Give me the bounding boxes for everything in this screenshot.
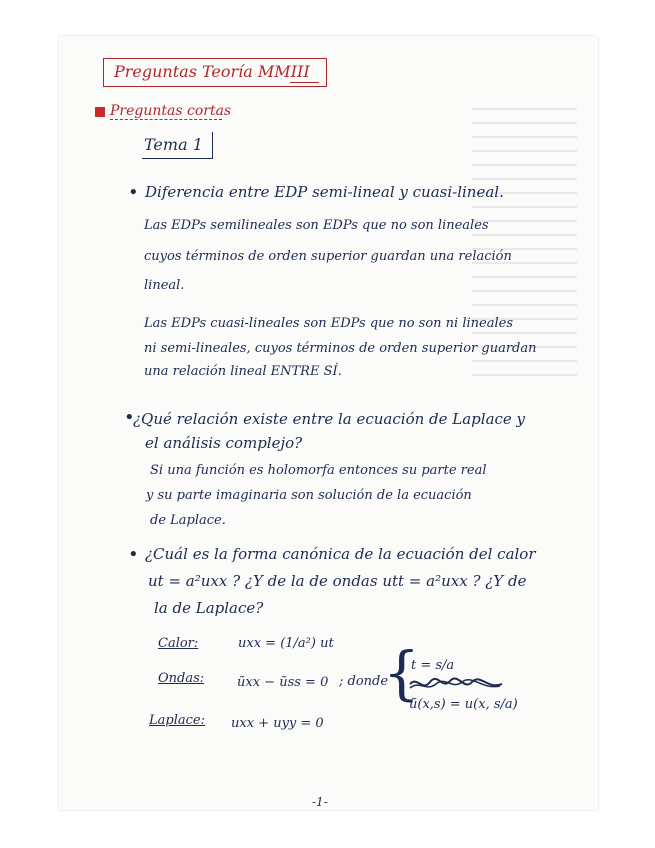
section-marker-icon	[95, 107, 105, 117]
laplace-equation: uxx + uyy = 0	[231, 716, 324, 731]
donde-line: ũ(x,s) = u(x, s/a)	[409, 697, 518, 712]
answer-1a-line: cuyos términos de orden superior guardan una relación	[144, 249, 512, 264]
calor-label: Calor:	[158, 636, 199, 651]
answer-2-line: de Laplace.	[150, 513, 226, 528]
bullet-icon: •	[128, 544, 139, 565]
section-underline	[110, 119, 222, 120]
answer-1b-line: Las EDPs cuasi-lineales son EDPs que no son ni lineales	[144, 316, 514, 331]
curly-brace: {	[383, 639, 420, 707]
donde-line: t = s/a	[411, 658, 455, 673]
answer-1b-line: ni semi-lineales, cuyos términos de orden superior guardan	[144, 341, 537, 356]
ondas-label: Ondas:	[158, 671, 205, 686]
question-3-line: la de Laplace?	[154, 599, 264, 617]
ondas-equation: ũxx − ũss = 0	[237, 675, 329, 690]
scribble-strike	[408, 676, 504, 692]
bullet-icon: •	[128, 182, 139, 203]
title-underline	[290, 82, 319, 83]
answer-1a-line: Las EDPs semilineales son EDPs que no son lineales	[144, 218, 489, 233]
question-3-line: ¿Cuál es la forma canónica de la ecuación del calor	[145, 545, 536, 563]
tema-heading: Tema 1	[144, 135, 203, 154]
bullet-icon: •	[124, 407, 135, 428]
donde-text: ; donde	[339, 674, 389, 689]
laplace-label: Laplace:	[149, 713, 205, 728]
answer-1b-line: una relación lineal ENTRE SÍ.	[144, 364, 342, 379]
calor-equation: uxx = (1/a²) ut	[238, 636, 334, 651]
question-2-line: el análisis complejo?	[145, 434, 303, 452]
answer-1a-line: lineal.	[144, 278, 185, 293]
question-3-line: ut = a²uxx ? ¿Y de la de ondas utt = a²uxx ? ¿Y de	[148, 572, 527, 590]
answer-2-line: Si una función es holomorfa entonces su parte real	[150, 463, 487, 478]
section-heading: Preguntas cortas	[110, 103, 232, 119]
question-1: Diferencia entre EDP semi-lineal y cuasi-lineal.	[145, 183, 504, 201]
answer-2-line: y su parte imaginaria son solución de la ecuación	[146, 488, 472, 503]
question-2-line: ¿Qué relación existe entre la ecuación de Laplace y	[133, 410, 526, 428]
page-number: -1-	[312, 795, 328, 809]
page-title: Preguntas Teoría MMIII	[114, 62, 310, 81]
